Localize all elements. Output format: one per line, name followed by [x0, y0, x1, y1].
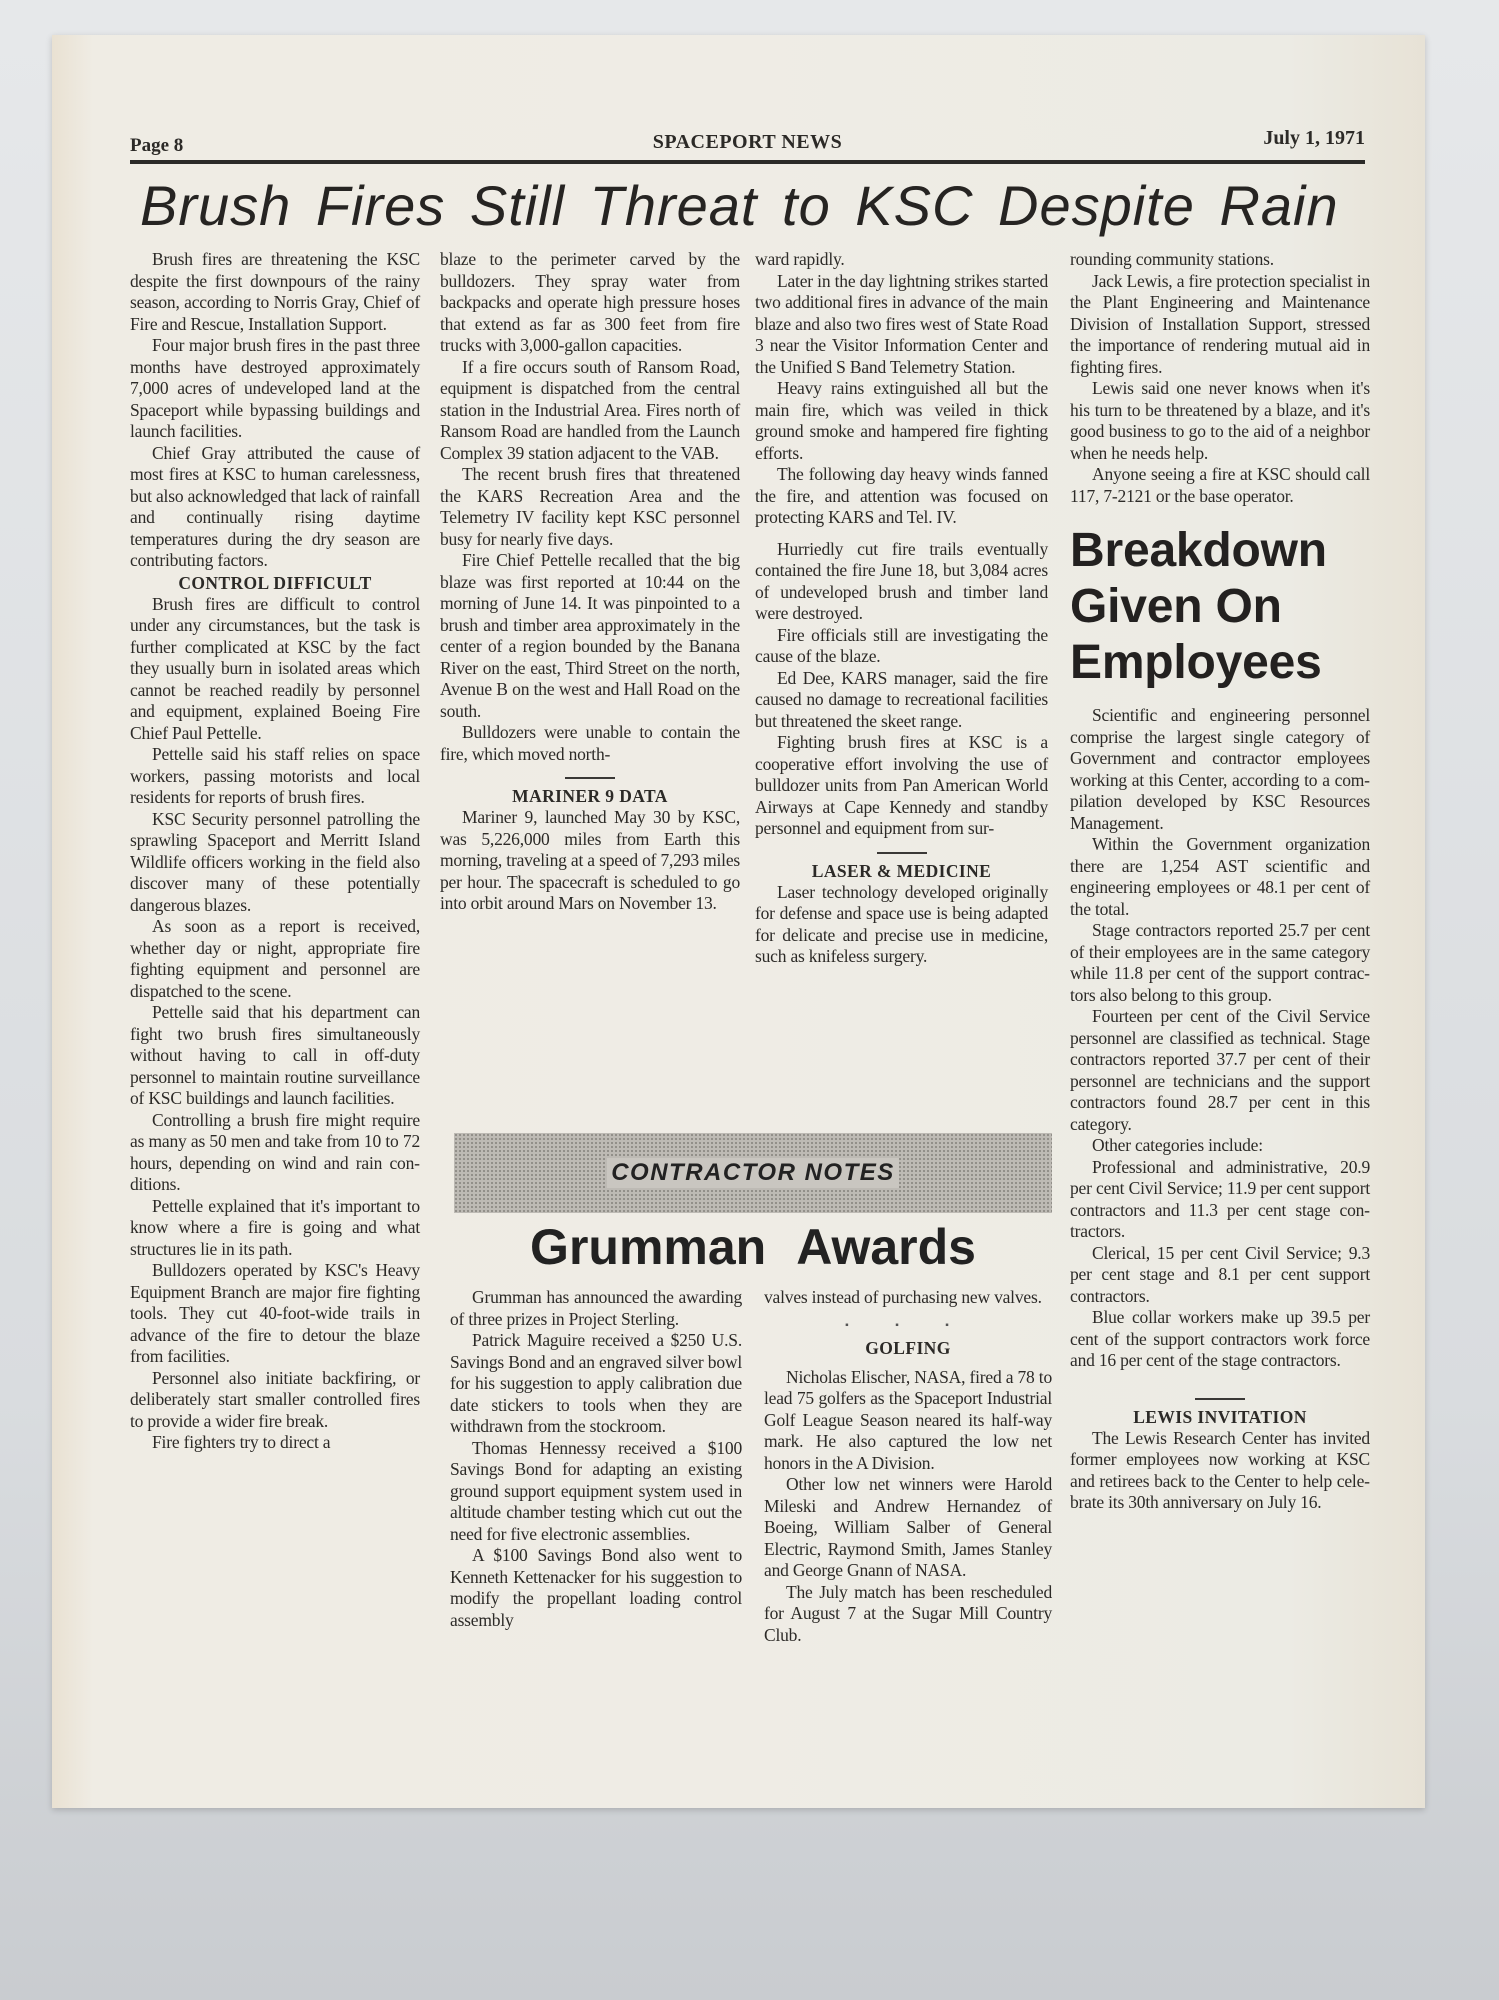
banner-label: CONTRACTOR NOTES: [607, 1158, 899, 1188]
publication-title: SPACEPORT NEWS: [652, 131, 843, 153]
article-column-1: [130, 249, 420, 1454]
paragraph: Patrick Maguire received a $250 U.S. Savings Bond and an engraved silver bowl for his suggestion to apply calibration due date stickers to tools when they are withdrawn from the stockroom.: [450, 1330, 742, 1436]
subhead-lewis: LEWIS INVITATION: [1133, 1406, 1307, 1427]
paragraph: Controlling a brush fire might require as many as 50 men and take from 10 to 72 hours, depending on wind and rain conditions.: [130, 1109, 420, 1194]
paragraph: Jack Lewis, a fire protection specialist in the Plant Engineering and Maintenance Division of Installation Support, stressed the importance of rendering mutual aid in fighting fires.: [1070, 270, 1370, 377]
paragraph: Bulldozers operated by KSC's Heavy Equipment Branch are major fire fighting tools. They cut 40-foot-wide trails in advance of the fire to detour the blaze from facilities.: [130, 1260, 420, 1366]
paragraph: Brush fires are difficult to control under any circumstances, but the task is further complicated at KSC by the fact they usually burn in isolated areas which cannot be reached readily by personnel and equipment, explained Boeing Fire Chief Paul Pettelle.: [130, 593, 420, 743]
paragraph: Heavy rains extinguished all but the main fire, which was veiled in thick ground smoke and hampered fire fighting efforts.: [755, 378, 1048, 463]
headline-line: Given On: [1070, 580, 1282, 633]
paragraph: Bulldozers were unable to contain the fire, which moved north-: [440, 722, 740, 764]
paragraph: KSC Security personnel patrolling the sprawling Spaceport and Merritt Island Wildlife officers working in the field also discover many of these potentially dangerous blazes.: [130, 808, 420, 915]
paragraph: Later in the day lightning strikes started two additional fires in advance of the main blaze and also two fires west of State Road 3 near the Visitor Information Center and the Unified S Band Telemetry Station.: [755, 270, 1048, 377]
paragraph: Stage contractors reported 25.7 per cent of their employees are in the same category while 11.8 per cent of the support contractors also belong to this group.: [1070, 920, 1370, 1005]
article-column-4: [1070, 249, 1370, 1514]
paragraph: Brush fires are threatening the KSC despite the first downpours of the rainy season, according to Norris Gray, Chief of Fire and Rescue, Installation Support.: [130, 249, 420, 334]
grumman-column-1: [450, 1287, 742, 1631]
paragraph: Thomas Hennessy received a $100 Savings Bond for adapting an existing ground support equipment system used in altitude chamber testing which cut out the need for five electronic assemblies.: [450, 1437, 742, 1544]
contractor-notes-banner: [454, 1133, 1052, 1213]
paragraph: Fourteen per cent of the Civil Service personnel are classified as technical. Stage contractors reported 37.7 per cent of their personnel are technicians and the support contractors found 28.7 per cent in this category.: [1070, 1006, 1370, 1134]
subhead-laser: LASER & MEDICINE: [811, 860, 992, 881]
paragraph: Professional and administrative, 20.9 per cent Civil Service; 11.9 per cent support contractors and 11.3 per cent stage contractors.: [1070, 1156, 1370, 1241]
paragraph: As soon as a report is received, whether day or night, appropriate fire fighting equipment and personnel are dispatched to the scene.: [130, 916, 420, 1001]
grumman-headline: Grumman Awards: [530, 1219, 976, 1275]
paragraph: Other categories include:: [1092, 1135, 1263, 1155]
page-number: Page 8: [130, 135, 184, 156]
paragraph: rounding community stations.: [1070, 249, 1274, 269]
headline-line: Breakdown: [1070, 524, 1327, 577]
section-divider: [565, 777, 615, 779]
section-divider: [877, 852, 927, 854]
paragraph: The recent brush fires that threatened the KARS Recreation Area and the Telemetry IV facility kept KSC personnel busy for nearly five days.: [440, 464, 740, 549]
paragraph: Hurriedly cut fire trails eventually contained the fire June 18, but 3,084 acres of undeveloped brush and timber land were destroyed.: [755, 538, 1048, 623]
issue-date: July 1, 1971: [1263, 127, 1365, 149]
article-column-3: [755, 249, 1048, 968]
paragraph: Lewis said one never knows when it's his turn to be threatened by a blaze, and it's good business to go to the aid of a neighbor when he needs help.: [1070, 378, 1370, 463]
paragraph: Pettelle said his staff relies on space workers, passing motorists and local residents for reports of brush fires.: [130, 744, 420, 807]
subhead-golfing: GOLFING: [865, 1337, 951, 1358]
paragraph: Other low net winners were Harold Mileski and Andrew Hernandez of Boeing, William Salber of General Electric, Raymond Smith, James Stanley and George Gnann of NASA.: [764, 1474, 1052, 1580]
subhead-mariner: MARINER 9 DATA: [512, 786, 668, 806]
paragraph: Clerical, 15 per cent Civil Service; 9.3 per cent stage and 8.1 per cent support contractors.: [1070, 1242, 1370, 1306]
paragraph: Within the Government organization there are 1,254 AST scientific and engineering employees or 48.1 per cent of the total.: [1070, 834, 1370, 919]
paragraph: Personnel also initiate backfiring, or deliberately start smaller controlled fires to provide a wider fire break.: [130, 1367, 420, 1431]
separator-dots: ▪ ▪ ▪: [845, 1319, 971, 1331]
grumman-column-2: [764, 1287, 1052, 1646]
paragraph: The following day heavy winds fanned the fire, and attention was focused on protecting KARS and Tel. IV.: [755, 464, 1048, 527]
paragraph: Fire fighters try to direct a: [152, 1432, 331, 1452]
paragraph: Fire Chief Pettelle recalled that the big blaze was first reported at 10:44 on the morning of June 14. It was pinpointed to a brush and timber area approximately in the center of a region bounded by the Banana River on the east, Third Street on the north, Avenue B on the west and Hall Road on the south.: [440, 550, 740, 721]
paragraph: Pettelle said that his department can fight two brush fires simultaneously without having to call in off-duty personnel to maintain routine surveillance of KSC buildings and launch facilities.: [130, 1002, 420, 1108]
paragraph: The July match has been rescheduled for August 7 at the Sugar Mill Country Club.: [764, 1581, 1052, 1645]
paragraph: Scientific and engineering personnel comprise the largest single category of Government and contractor employees working at this Center, according to a compilation developed by KSC Resources Management.: [1070, 705, 1370, 833]
paragraph: Nicholas Elischer, NASA, fired a 78 to lead 75 golfers as the Spaceport Industrial Golf League Season neared its half-way mark. He also captured the low net honors in the A Division.: [764, 1366, 1052, 1473]
paragraph: If a fire occurs south of Ransom Road, equipment is dispatched from the central station in the Industrial Area. Fires north of Ransom Road are handled from the Launch Complex 39 station adjacent to the VAB.: [440, 356, 740, 463]
masthead: [130, 115, 1365, 164]
paragraph: Mariner 9, launched May 30 by KSC, was 5,226,000 miles from Earth this morning, traveling at a speed of 7,293 miles per hour. The spacecraft is scheduled to go into orbit around Mars on November 13.: [440, 807, 740, 913]
article-column-2: [440, 249, 740, 915]
paragraph: Ed Dee, KARS manager, said the fire caused no damage to recreational facilities but threatened the skeet range.: [755, 667, 1048, 731]
headline-line: Employees: [1070, 636, 1322, 689]
paragraph: Blue collar workers make up 39.5 per cent of the support contractors work force and 16 per cent of the stage contractors.: [1070, 1307, 1370, 1370]
subhead-control-difficult: CONTROL DIFFICULT: [178, 572, 372, 593]
paragraph: A $100 Savings Bond also went to Kenneth Kettenacker for his suggestion to modify the propellant loading control assembly: [450, 1545, 742, 1630]
section-divider: [1195, 1398, 1245, 1400]
paragraph: Fighting brush fires at KSC is a cooperative effort involving the use of bulldozer units from Pan American World Airways at Cape Kennedy and standby personnel and equipment from sur-: [755, 732, 1048, 838]
paragraph: Pettelle explained that it's important to know where a fire is going and what structures lie in its path.: [130, 1195, 420, 1259]
paragraph: valves instead of purchasing new valves.: [764, 1287, 1042, 1307]
paragraph: Anyone seeing a fire at KSC should call 117, 7-2121 or the base operator.: [1070, 464, 1370, 506]
paragraph: blaze to the perimeter carved by the bulldozers. They spray water from backpacks and operate high pressure hoses that extend as far as 300 feet from fire trucks with 3,000-gallon capacities.: [440, 249, 740, 355]
paragraph: Laser technology developed originally for defense and space use is being adapted for delicate and precise use in medicine, such as knifeless surgery.: [755, 881, 1048, 966]
main-headline: Brush Fires Still Threat to KSC Despite Rain: [140, 174, 1339, 237]
paragraph: ward rapidly.: [755, 249, 845, 269]
newspaper-page: [52, 35, 1425, 1808]
paragraph: Chief Gray attributed the cause of most fires at KSC to human carelessness, but also acknowledged that lack of rainfall and continually rising daytime temperatures during the dry season are contributing factors.: [130, 442, 420, 570]
paragraph: The Lewis Research Center has invited former employees now working at KSC and retirees back to the Center to help celebrate its 30th anniversary on July 16.: [1070, 1427, 1370, 1512]
paragraph: Grumman has announced the awarding of three prizes in Project Sterling.: [450, 1287, 742, 1329]
paragraph: Four major brush fires in the past three months have destroyed approximately 7,000 acres of undeveloped land at the Spaceport while bypassing buildings and launch facilities.: [130, 335, 420, 441]
paragraph: Fire officials still are investigating the cause of the blaze.: [755, 624, 1048, 666]
breakdown-headline: [1070, 523, 1370, 691]
